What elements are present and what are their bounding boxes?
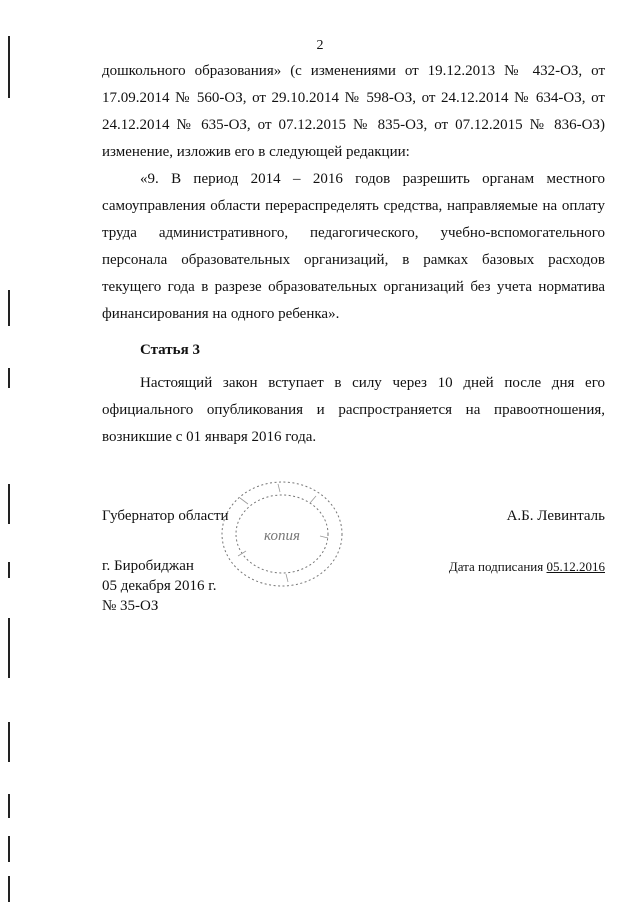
page-number: 2	[316, 38, 324, 53]
text-line: возникшие с 01 января 2016 года.	[102, 429, 317, 445]
text-line: Настоящий закон вступает в силу через 10 дней после дня его	[140, 375, 605, 391]
document-meta	[102, 556, 217, 616]
stamp-label: копия	[264, 528, 300, 544]
text-line: 17.09.2014 № 560-ОЗ, от 29.10.2014 № 598-ОЗ, от 24.12.2014 № 634-ОЗ, от	[102, 90, 605, 106]
scan-edge-mark	[8, 618, 10, 678]
text-line: официального опубликования и распространяется на правоотношения,	[102, 402, 605, 418]
paragraph-effect	[102, 370, 605, 451]
text-line: дошкольного образования» (с изменениями от 19.12.2013 № 432-ОЗ, от	[102, 63, 605, 79]
scan-edge-mark	[8, 368, 10, 388]
scan-edge-mark	[8, 722, 10, 762]
scan-edge-mark	[8, 562, 10, 578]
text-line: труда административного, педагогического, учебно-вспомогательного	[102, 225, 605, 241]
text-line: персонала образовательных организаций, в рамках базовых расходов	[102, 252, 605, 268]
scan-edge-mark	[8, 36, 10, 98]
document-number: № 35-ОЗ	[102, 598, 159, 614]
text-line: 24.12.2014 № 635-ОЗ, от 07.12.2015 № 835-ОЗ, от 07.12.2015 № 836-ОЗ)	[102, 117, 605, 133]
signatory-name: А.Б. Левинталь	[506, 508, 605, 524]
copy-stamp	[218, 478, 346, 590]
signing-date-value: 05.12.2016	[546, 559, 605, 574]
scan-edge-mark	[8, 836, 10, 862]
article-heading: Статья 3	[140, 342, 200, 358]
document-date: 05 декабря 2016 г.	[102, 578, 217, 594]
signing-date-label: Дата подписания	[448, 559, 544, 574]
text-line: «9. В период 2014 – 2016 годов разрешить органам местного	[140, 171, 605, 187]
scan-edge-mark	[8, 794, 10, 818]
scan-edge-mark	[8, 484, 10, 524]
scan-edge-mark	[8, 876, 10, 902]
paragraph-amendment	[102, 58, 605, 166]
scan-edge-mark	[8, 290, 10, 326]
signatory-position: Губернатор области	[102, 508, 229, 524]
signing-date	[449, 559, 605, 575]
text-line: финансирования на одного ребенка».	[102, 306, 340, 322]
text-line: самоуправления области перераспределять средства, направляемые на оплату	[102, 198, 605, 214]
paragraph-new-wording	[102, 166, 605, 328]
place: г. Биробиджан	[102, 558, 194, 574]
text-line: текущего года в разрезе образовательных организаций без учета норматива	[102, 279, 605, 295]
text-line: изменение, изложив его в следующей редакции:	[102, 144, 410, 160]
